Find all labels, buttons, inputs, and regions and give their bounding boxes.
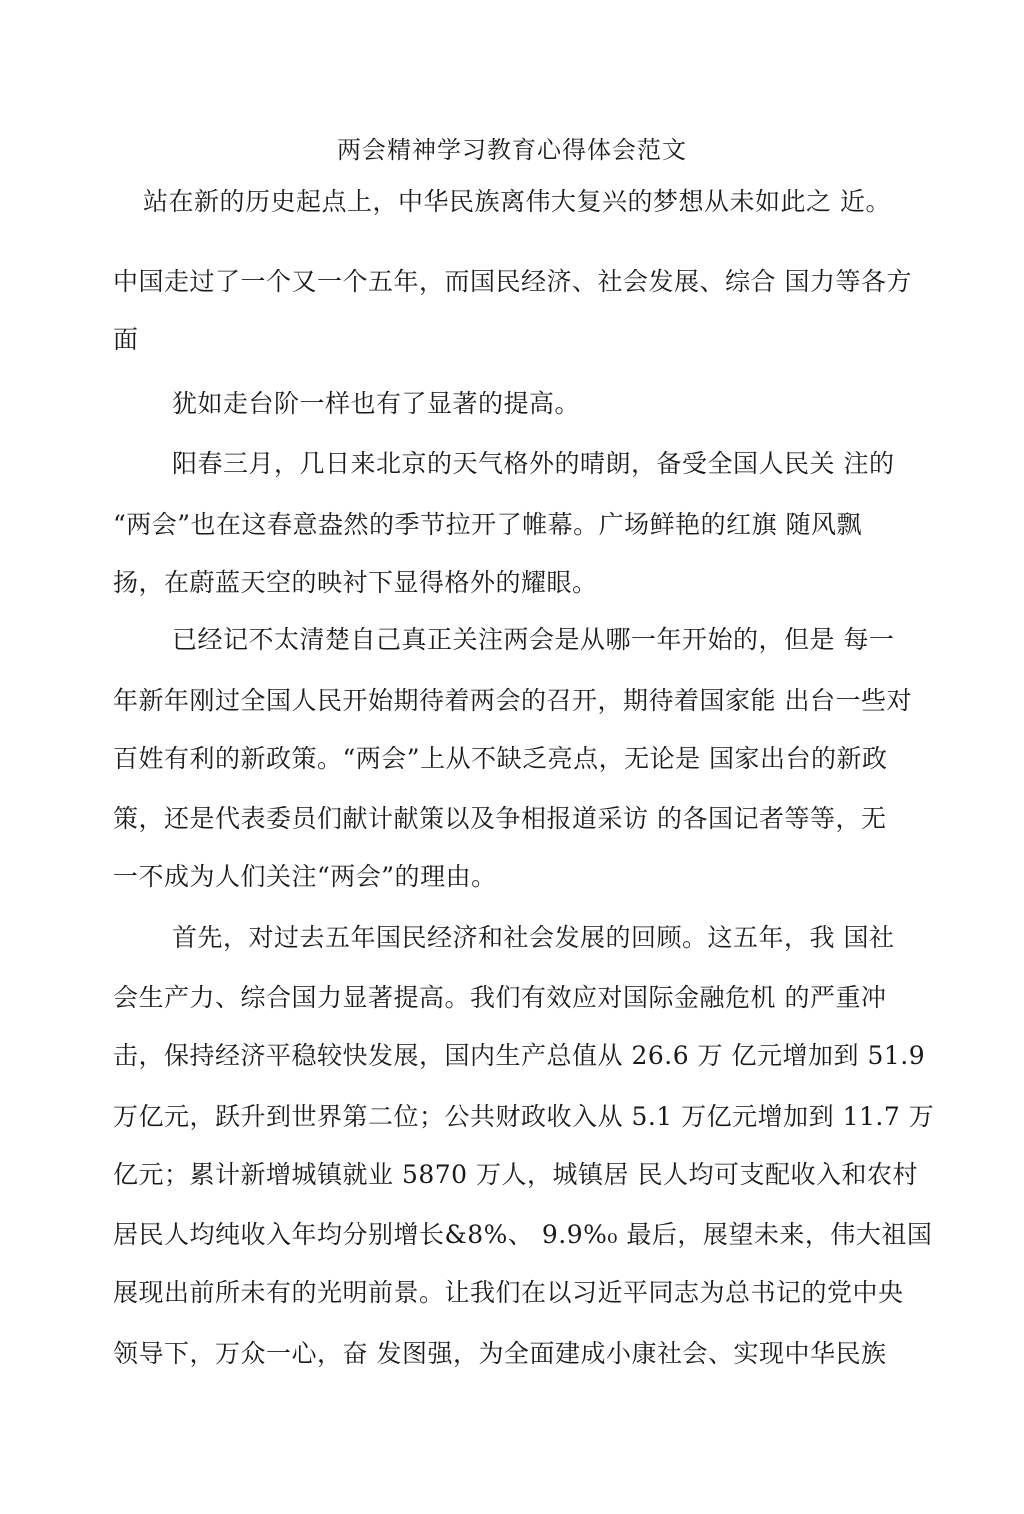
- text-line-4: 犹如走台阶一样也有了显著的提高。: [172, 389, 581, 418]
- text-line-10: 百姓有利的新政策。“两会”上从不缺乏亮点，无论是 国家出台的新政: [113, 744, 888, 773]
- text-line-14: 会生产力、综合国力显著提高。我们有效应对国际金融危机 的严重冲: [113, 983, 887, 1012]
- text-line-18: 居民人均纯收入年均分别增长&8%、 9.9%₀ 最后，展望未来，伟大祖国: [113, 1220, 933, 1249]
- text-line-1: 站在新的历史起点上，中华民族离伟大复兴的梦想从未如此之 近。: [143, 187, 891, 216]
- text-line-19: 展现出前所未有的光明前景。让我们在以习近平同志为总书记的党中央: [113, 1278, 904, 1307]
- text-line-8: 已经记不太清楚自己真正关注两会是从哪一年开始的，但是 每一: [172, 625, 895, 654]
- text-line-7: 扬，在蔚蓝天空的映衬下显得格外的耀眼。: [113, 568, 598, 597]
- document-title: 两会精神学习教育心得体会范文: [337, 136, 687, 164]
- text-line-6: “两会”也在这春意盎然的季节拉开了帷幕。广场鲜艳的红旗 随风飘: [113, 510, 863, 539]
- text-line-9: 年新年刚过全国人民开始期待着两会的召开，期待着国家能 出台一些对: [113, 686, 912, 715]
- text-line-11: 策，还是代表委员们献计献策以及争相报道采访 的各国记者等等，无: [113, 804, 887, 833]
- text-line-3: 面: [113, 325, 139, 354]
- text-line-2: 中国走过了一个又一个五年，而国民经济、社会发展、综合 国力等各方: [113, 267, 912, 296]
- text-line-20: 领导下，万众一心，奋 发图强，为全面建成小康社会、实现中华民族: [113, 1339, 887, 1368]
- text-line-13: 首先，对过去五年国民经济和社会发展的回顾。这五年，我 国社: [172, 923, 895, 952]
- text-line-17: 亿元；累计新增城镇就业 5870 万人，城镇居 民人均可支配收入和农村: [113, 1160, 918, 1189]
- text-line-5: 阳春三月，几日来北京的天气格外的晴朗，备受全国人民关 注的: [172, 449, 895, 478]
- text-line-12: 一不成为人们关注“两会”的理由。: [113, 862, 497, 891]
- text-line-15: 击，保持经济平稳较快发展，国内生产总值从 26.6 万 亿元增加到 51.9: [113, 1041, 926, 1070]
- text-line-16: 万亿元，跃升到世界第二位；公共财政收入从 5.1 万亿元增加到 11.7 万: [113, 1102, 935, 1131]
